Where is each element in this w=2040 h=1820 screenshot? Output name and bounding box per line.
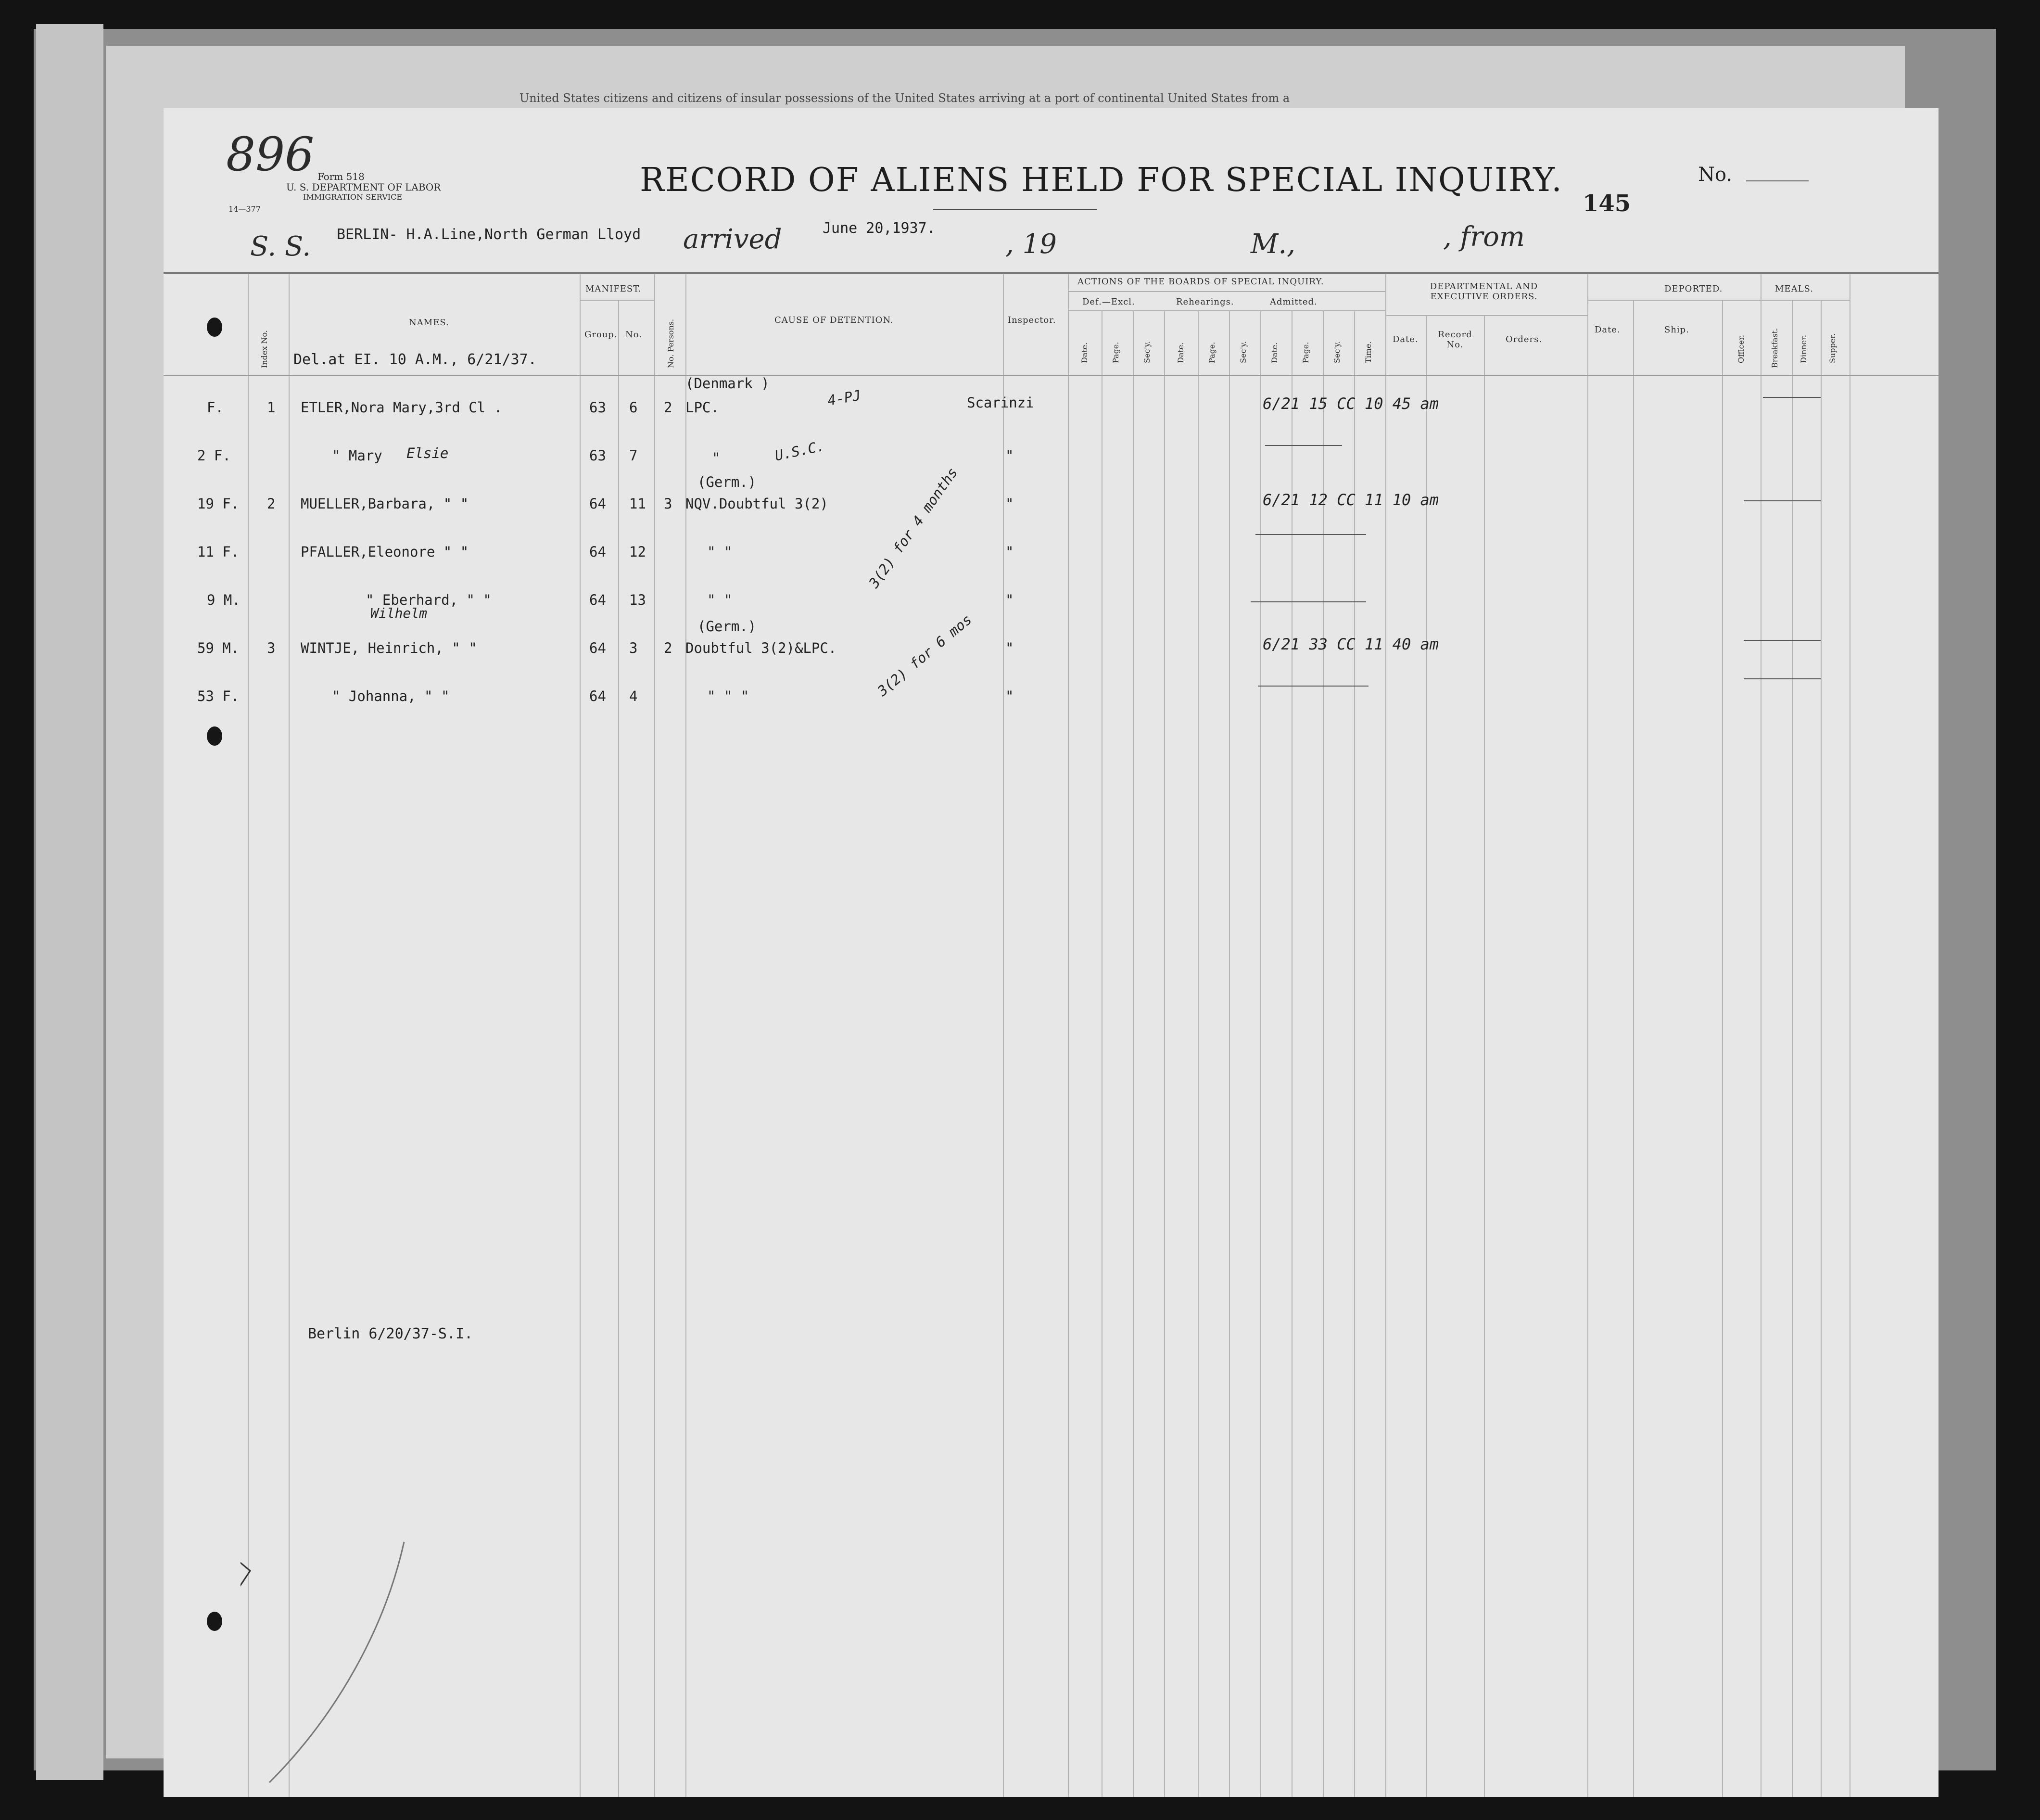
admitted-dash (1265, 445, 1342, 446)
header-subrule (1587, 300, 1850, 301)
manifest-no: 4 (629, 688, 638, 704)
age-sex: 11 F. (197, 544, 240, 560)
col-orders: Orders. (1506, 334, 1543, 344)
handwritten-name: Elsie (406, 445, 449, 461)
manifest-no: 13 (629, 592, 646, 608)
inspector: " (1005, 688, 1014, 704)
age-sex: 2 F. (197, 447, 231, 464)
handwritten-cause: 3(2) for 6 mos (874, 611, 975, 700)
manifest-group: 64 (589, 688, 606, 704)
col-cause: CAUSE OF DETENTION. (774, 315, 894, 325)
record-form (164, 108, 1939, 1797)
no-persons: 2 (664, 640, 672, 656)
alien-name: " Eberhard, " " (366, 592, 492, 608)
cause-of-detention: " (712, 450, 721, 466)
form-title: RECORD OF ALIENS HELD FOR SPECIAL INQUIRY. (640, 161, 1563, 199)
table-row (164, 437, 1939, 491)
col-manifest: MANIFEST. (585, 284, 642, 294)
manifest-no: 6 (629, 399, 638, 416)
pencil-stroke (241, 1532, 433, 1792)
col-departmental: DEPARTMENTAL AND EXECUTIVE ORDERS. (1430, 281, 1538, 302)
form-code: 14—377 (228, 204, 261, 214)
col-date: Date. (1080, 342, 1089, 363)
cause-of-detention: NQV.Doubtful 3(2) (685, 496, 828, 512)
manifest-group: 64 (589, 496, 606, 512)
col-record-no: Record No. (1438, 330, 1472, 350)
no-label: No. (1698, 164, 1733, 186)
from-label: , from (1443, 221, 1525, 253)
manifest-no: 11 (629, 496, 646, 512)
cause-of-detention: " " (707, 544, 733, 560)
col-no-persons: No. Persons. (666, 318, 675, 368)
meal-mark (1744, 500, 1821, 501)
alien-name: " Mary (332, 447, 382, 464)
punch-hole (207, 1612, 222, 1631)
manifest-group: 63 (589, 447, 606, 464)
m-label: M., (1251, 229, 1295, 260)
handwritten-name: Wilhelm (370, 605, 428, 621)
year-label: , 19 (1005, 229, 1057, 260)
admitted-dash (1255, 534, 1366, 535)
cause-country: (Germ.) (697, 618, 757, 635)
inspector: " (1005, 640, 1014, 656)
index-number: 1 (267, 399, 276, 416)
alien-name: " Johanna, " " (332, 688, 450, 704)
age-sex: 19 F. (197, 496, 240, 512)
col-meals: MEALS. (1775, 284, 1813, 294)
inspector: " (1005, 447, 1014, 464)
cause-country: (Germ.) (697, 474, 757, 490)
col-breakfast: Breakfast. (1770, 328, 1779, 368)
inspector: " (1005, 544, 1014, 560)
no-underline (1746, 180, 1809, 181)
col-no: No. (625, 330, 642, 340)
age-sex: F. (207, 399, 224, 416)
manifest-no: 3 (629, 640, 638, 656)
table-row (164, 544, 1939, 587)
col-dept-date: Date. (1393, 334, 1419, 344)
table-row (164, 688, 1939, 731)
arrival-date: June 20,1937. (823, 220, 936, 237)
department: U. S. DEPARTMENT OF LABOR (286, 181, 441, 193)
col-index-no: Index No. (260, 330, 269, 368)
col-inspector: Inspector. (1008, 315, 1056, 325)
sheet-number: 145 (1583, 190, 1631, 217)
col-supper: Supper. (1828, 333, 1837, 363)
col-ship: Ship. (1664, 325, 1689, 335)
col-deported: DEPORTED. (1664, 284, 1723, 294)
inspector: " (1005, 496, 1014, 512)
age-sex: 53 F. (197, 688, 240, 704)
col-secy: Sec'y. (1239, 341, 1248, 363)
inspector: " (1005, 592, 1014, 608)
form-number: Form 518 (317, 171, 365, 182)
ss-label: S. S. (250, 231, 311, 262)
age-sex: 59 M. (197, 640, 240, 656)
handwritten-cause: U.S.C. (773, 437, 826, 464)
no-persons: 2 (664, 399, 672, 416)
col-dinner: Dinner. (1799, 335, 1808, 363)
alien-name: PFALLER,Eleonore " " (301, 544, 469, 560)
col-page: Page. (1111, 342, 1120, 363)
col-admitted: Admitted. (1270, 297, 1318, 307)
header-rule (164, 272, 1939, 274)
service: IMMIGRATION SERVICE (303, 192, 403, 202)
handwritten-cause: 4-PJ (826, 387, 862, 409)
cause-of-detention: " " (707, 592, 733, 608)
manifest-group: 64 (589, 640, 606, 656)
alien-name: MUELLER,Barbara, " " (301, 496, 469, 512)
handwritten-cause: 3(2) for 4 months (865, 464, 961, 591)
manifest-group: 63 (589, 399, 606, 416)
admitted-dash (1258, 686, 1368, 687)
col-date: Date. (1270, 342, 1279, 363)
col-secy: Sec'y. (1142, 341, 1152, 363)
no-persons: 3 (664, 496, 672, 512)
cause-of-detention: Doubtful 3(2)&LPC. (685, 640, 837, 656)
col-time: Time. (1364, 341, 1373, 363)
admitted-entry: 6/21 33 CC 11 40 am (1263, 635, 1439, 653)
index-number: 3 (267, 640, 276, 656)
col-page: Page. (1301, 342, 1310, 363)
manifest-no: 12 (629, 544, 646, 560)
ship-name: BERLIN- H.A.Line,North German Lloyd (337, 226, 641, 243)
cause-country: (Denmark ) (685, 375, 770, 392)
col-secy: Sec'y. (1332, 341, 1342, 363)
index-number: 2 (267, 496, 276, 512)
col-page: Page. (1207, 342, 1216, 363)
admitted-dash (1251, 601, 1366, 602)
manifest-group: 64 (589, 592, 606, 608)
manifest-no: 7 (629, 447, 638, 464)
col-names: NAMES. (409, 318, 449, 328)
admitted-entry: 6/21 12 CC 11 10 am (1263, 491, 1439, 509)
header-subrule (1068, 310, 1385, 311)
title-underline (933, 209, 1097, 210)
alien-name: WINTJE, Heinrich, " " (301, 640, 477, 656)
alien-name: ETLER,Nora Mary,3rd Cl . (301, 399, 503, 416)
top-strip-text: United States citizens and citizens of insular possessions of the United States arriving at a port of continental United States from a (520, 91, 1290, 105)
delivery-note: Del.at EI. 10 A.M., 6/21/37. (293, 351, 537, 368)
col-rehearings: Rehearings. (1176, 297, 1234, 307)
col-date: Date. (1176, 342, 1185, 363)
admitted-entry: 6/21 15 CC 10 45 am (1263, 395, 1439, 413)
col-deported-date: Date. (1595, 325, 1621, 335)
handwritten-number: 896 (226, 127, 315, 181)
inspector: Scarinzi (967, 395, 1034, 411)
meal-mark (1744, 640, 1821, 641)
table-row (164, 592, 1939, 635)
cause-of-detention: LPC. (685, 399, 719, 416)
cause-of-detention: " " " (707, 688, 749, 704)
left-binding-strip (36, 24, 103, 1780)
manifest-group: 64 (589, 544, 606, 560)
col-group: Group. (584, 330, 618, 340)
col-def-excl: Def.—Excl. (1082, 297, 1135, 307)
header-bottom-rule (164, 375, 1939, 376)
punch-hole (207, 318, 222, 337)
meal-mark (1744, 678, 1821, 679)
col-officer: Officer. (1736, 334, 1746, 363)
header-subrule (580, 300, 654, 301)
header-subrule (1068, 291, 1385, 292)
meal-mark (1763, 397, 1821, 398)
age-sex: 9 M. (207, 592, 241, 608)
arrived-label: arrived (683, 224, 782, 255)
footer-note: Berlin 6/20/37-S.I. (308, 1325, 473, 1342)
table-row (164, 375, 1939, 443)
header-subrule (1385, 315, 1587, 316)
col-actions: ACTIONS OF THE BOARDS OF SPECIAL INQUIRY. (1077, 277, 1324, 287)
